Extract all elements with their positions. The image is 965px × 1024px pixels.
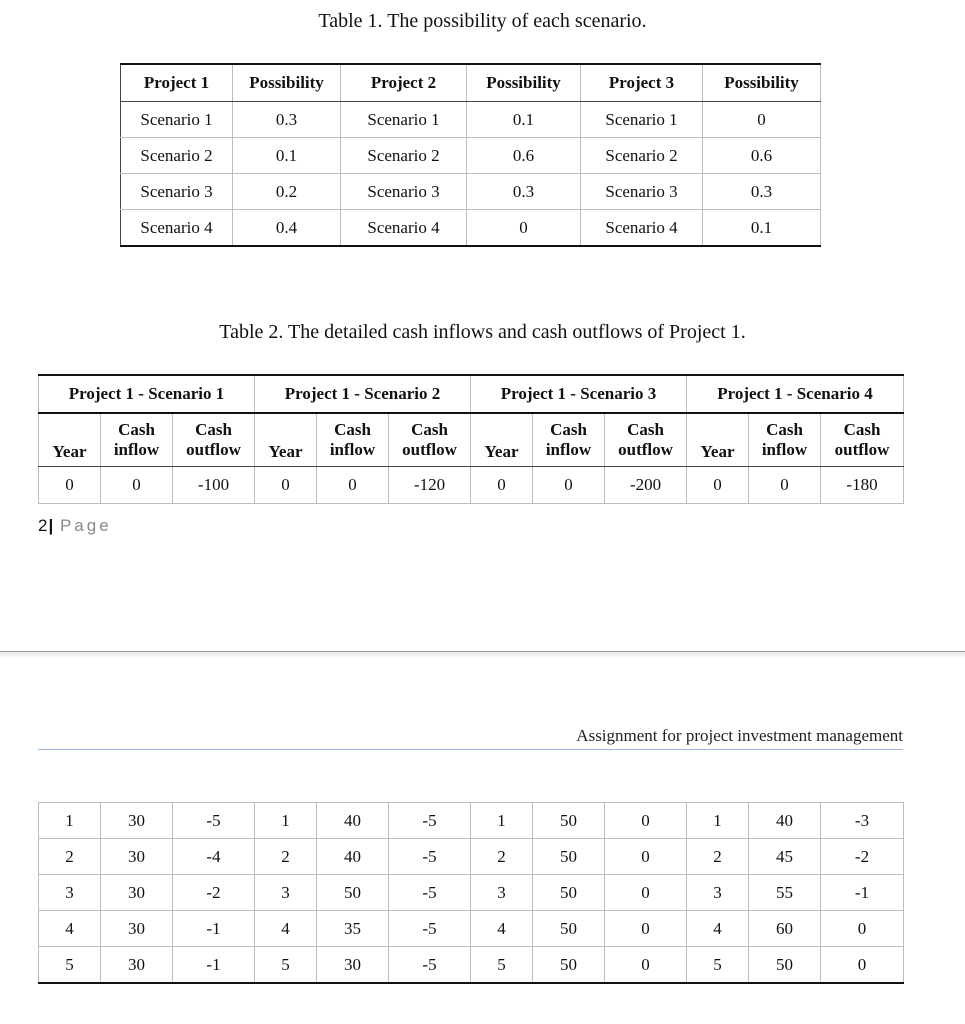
table2-caption: Table 2. The detailed cash inflows and cash outflows of Project 1. xyxy=(219,321,746,343)
table2-cell: -1 xyxy=(173,911,255,947)
table1-cell: Scenario 3 xyxy=(341,174,467,210)
table2-cell: 50 xyxy=(533,947,605,984)
table2-row xyxy=(39,911,904,947)
table1-header-possibility2: Possibility xyxy=(467,64,581,102)
table1-cell: Scenario 2 xyxy=(581,138,703,174)
table2-cell: 5 xyxy=(687,947,749,984)
table2-cell: 3 xyxy=(471,875,533,911)
table2-cell: -3 xyxy=(821,803,904,839)
table1-cell: Scenario 4 xyxy=(341,210,467,247)
table1-cell: 0.6 xyxy=(703,138,821,174)
inflow-line2: inflow xyxy=(113,440,160,459)
table1-row xyxy=(121,210,821,247)
cash-flow-table-continued xyxy=(38,802,904,984)
table2-cell: 3 xyxy=(687,875,749,911)
table2-row xyxy=(39,875,904,911)
table2-cell: 0 xyxy=(687,467,749,504)
table2-cell: 40 xyxy=(317,803,389,839)
outflow-line2: outflow xyxy=(186,440,241,459)
table2-cell: 3 xyxy=(39,875,101,911)
table2-cell: 0 xyxy=(533,467,605,504)
page-word: Page xyxy=(59,516,112,535)
table2-cell: 0 xyxy=(821,911,904,947)
inflow-line2: inflow xyxy=(329,440,376,459)
table1-caption: Table 1. The possibility of each scenario. xyxy=(318,10,647,32)
table2-cell: 50 xyxy=(533,911,605,947)
inflow-line1: Cash xyxy=(118,420,155,439)
table1-cell: 0.3 xyxy=(467,174,581,210)
table2-cell: 50 xyxy=(533,839,605,875)
table2-subheader-inflow xyxy=(101,413,173,467)
table2-cell: 60 xyxy=(749,911,821,947)
table2-subheader-year: Year xyxy=(39,413,101,467)
table2-subheader-row xyxy=(39,413,904,467)
table1-header-row xyxy=(121,64,821,102)
table2-cell: 0 xyxy=(255,467,317,504)
table2-cell: 35 xyxy=(317,911,389,947)
table2-cell: 30 xyxy=(101,875,173,911)
table2-cell: -100 xyxy=(173,467,255,504)
table2-cell: -4 xyxy=(173,839,255,875)
table2-subheader-outflow xyxy=(173,413,255,467)
table2-cell: -2 xyxy=(821,839,904,875)
table2-cell: 1 xyxy=(255,803,317,839)
outflow-line2: outflow xyxy=(402,440,457,459)
outflow-line1: Cash xyxy=(843,420,881,439)
table2-cell: -5 xyxy=(173,803,255,839)
table1-cell: Scenario 3 xyxy=(121,174,233,210)
table2-cell: 50 xyxy=(533,803,605,839)
table2-cell: 0 xyxy=(821,947,904,984)
table2-subheader-year: Year xyxy=(255,413,317,467)
table1-row xyxy=(121,102,821,138)
table1-cell: 0.3 xyxy=(233,102,341,138)
table2-cell: 0 xyxy=(605,947,687,984)
table1-cell: Scenario 2 xyxy=(341,138,467,174)
table2-row xyxy=(39,947,904,984)
table2-subheader-outflow xyxy=(605,413,687,467)
table2-cell: 45 xyxy=(749,839,821,875)
table2-cell: 50 xyxy=(317,875,389,911)
table1-cell: Scenario 3 xyxy=(581,174,703,210)
table1-cell: 0 xyxy=(467,210,581,247)
table1-header-project3: Project 3 xyxy=(581,64,703,102)
table1-cell: 0.6 xyxy=(467,138,581,174)
table1-cell: Scenario 4 xyxy=(121,210,233,247)
table2-cell: 30 xyxy=(317,947,389,984)
table2-cell: -1 xyxy=(821,875,904,911)
table2-subheader-inflow xyxy=(749,413,821,467)
outflow-line2: outflow xyxy=(834,440,890,459)
outflow-line2: outflow xyxy=(618,440,673,459)
table1-cell: 0 xyxy=(703,102,821,138)
inflow-line2: inflow xyxy=(761,440,808,459)
table2-cell: 55 xyxy=(749,875,821,911)
table2-cell: -120 xyxy=(389,467,471,504)
table2-cell: 0 xyxy=(317,467,389,504)
table2-cell: 5 xyxy=(255,947,317,984)
table1-header-project2: Project 2 xyxy=(341,64,467,102)
table2-cell: 2 xyxy=(471,839,533,875)
running-header-rule xyxy=(38,749,903,750)
table1-cell: Scenario 2 xyxy=(121,138,233,174)
table2-subheader-inflow xyxy=(317,413,389,467)
table2-cell: 30 xyxy=(101,803,173,839)
table2-cell: -5 xyxy=(389,875,471,911)
table1-row xyxy=(121,138,821,174)
page-break-shadow xyxy=(0,652,965,658)
running-header: Assignment for project investment management xyxy=(576,726,903,745)
page-number: 2 xyxy=(38,516,49,535)
table2-cell: 0 xyxy=(471,467,533,504)
table2-cell: 5 xyxy=(471,947,533,984)
table2-row xyxy=(39,803,904,839)
table2-cell: 30 xyxy=(101,947,173,984)
table2-row xyxy=(39,467,904,504)
table2-group-scenario2: Project 1 - Scenario 2 xyxy=(255,375,471,413)
table1-cell: 0.2 xyxy=(233,174,341,210)
table2-cell: -5 xyxy=(389,839,471,875)
inflow-line1: Cash xyxy=(550,420,587,439)
outflow-line1: Cash xyxy=(195,420,232,439)
inflow-line2: inflow xyxy=(545,440,592,459)
table2-group-scenario4: Project 1 - Scenario 4 xyxy=(687,375,904,413)
table2-cell: 0 xyxy=(605,875,687,911)
table1-cell: 0.3 xyxy=(703,174,821,210)
table2-cell: 4 xyxy=(39,911,101,947)
table2-cell: 2 xyxy=(687,839,749,875)
table2-cell: 0 xyxy=(605,803,687,839)
table2-cell: 0 xyxy=(605,911,687,947)
table1-row xyxy=(121,174,821,210)
page-footer xyxy=(38,516,112,536)
table2-cell: 50 xyxy=(749,947,821,984)
table2-cell: 2 xyxy=(255,839,317,875)
table1-cell: 0.1 xyxy=(703,210,821,247)
inflow-line1: Cash xyxy=(766,420,803,439)
table2-cell: -5 xyxy=(389,947,471,984)
table1-cell: 0.1 xyxy=(467,102,581,138)
table1-cell: Scenario 1 xyxy=(121,102,233,138)
table2-cell: 30 xyxy=(101,839,173,875)
table2-cell: -180 xyxy=(821,467,904,504)
table2-cell: 1 xyxy=(471,803,533,839)
outflow-line1: Cash xyxy=(627,420,664,439)
table2-subheader-year: Year xyxy=(687,413,749,467)
table2-cell: -2 xyxy=(173,875,255,911)
table2-cell: 50 xyxy=(533,875,605,911)
table2-cell: -5 xyxy=(389,911,471,947)
table2-cell: 4 xyxy=(687,911,749,947)
scenario-possibility-table xyxy=(120,63,821,247)
table2-cell: 1 xyxy=(39,803,101,839)
table2-cell: -1 xyxy=(173,947,255,984)
table1-cell: 0.4 xyxy=(233,210,341,247)
table1-cell: Scenario 1 xyxy=(581,102,703,138)
table2-cell: 4 xyxy=(255,911,317,947)
table2-cell: 3 xyxy=(255,875,317,911)
table2-group-scenario3: Project 1 - Scenario 3 xyxy=(471,375,687,413)
table2-cell: 2 xyxy=(39,839,101,875)
table2-subheader-year: Year xyxy=(471,413,533,467)
table2-group-row xyxy=(39,375,904,413)
table1-cell: Scenario 1 xyxy=(341,102,467,138)
page-separator: | xyxy=(48,516,55,535)
table2-group-scenario1: Project 1 - Scenario 1 xyxy=(39,375,255,413)
table2-cell: 5 xyxy=(39,947,101,984)
table2-cell: 40 xyxy=(749,803,821,839)
table2-row xyxy=(39,839,904,875)
table1-header-possibility1: Possibility xyxy=(233,64,341,102)
table2-cell: -200 xyxy=(605,467,687,504)
table2-cell: 0 xyxy=(749,467,821,504)
table2-cell: 0 xyxy=(39,467,101,504)
table2-cell: 30 xyxy=(101,911,173,947)
inflow-line1: Cash xyxy=(334,420,371,439)
table2-subheader-outflow xyxy=(821,413,904,467)
table2-cell: 40 xyxy=(317,839,389,875)
table2-cell: 4 xyxy=(471,911,533,947)
outflow-line1: Cash xyxy=(411,420,448,439)
table2-cell: 0 xyxy=(101,467,173,504)
table1-header-possibility3: Possibility xyxy=(703,64,821,102)
table2-cell: -5 xyxy=(389,803,471,839)
table2-cell: 0 xyxy=(605,839,687,875)
table1-cell: Scenario 4 xyxy=(581,210,703,247)
cash-flow-table xyxy=(38,374,904,504)
table1-header-project1: Project 1 xyxy=(121,64,233,102)
table2-cell: 1 xyxy=(687,803,749,839)
table2-subheader-inflow xyxy=(533,413,605,467)
table2-subheader-outflow xyxy=(389,413,471,467)
table1-cell: 0.1 xyxy=(233,138,341,174)
